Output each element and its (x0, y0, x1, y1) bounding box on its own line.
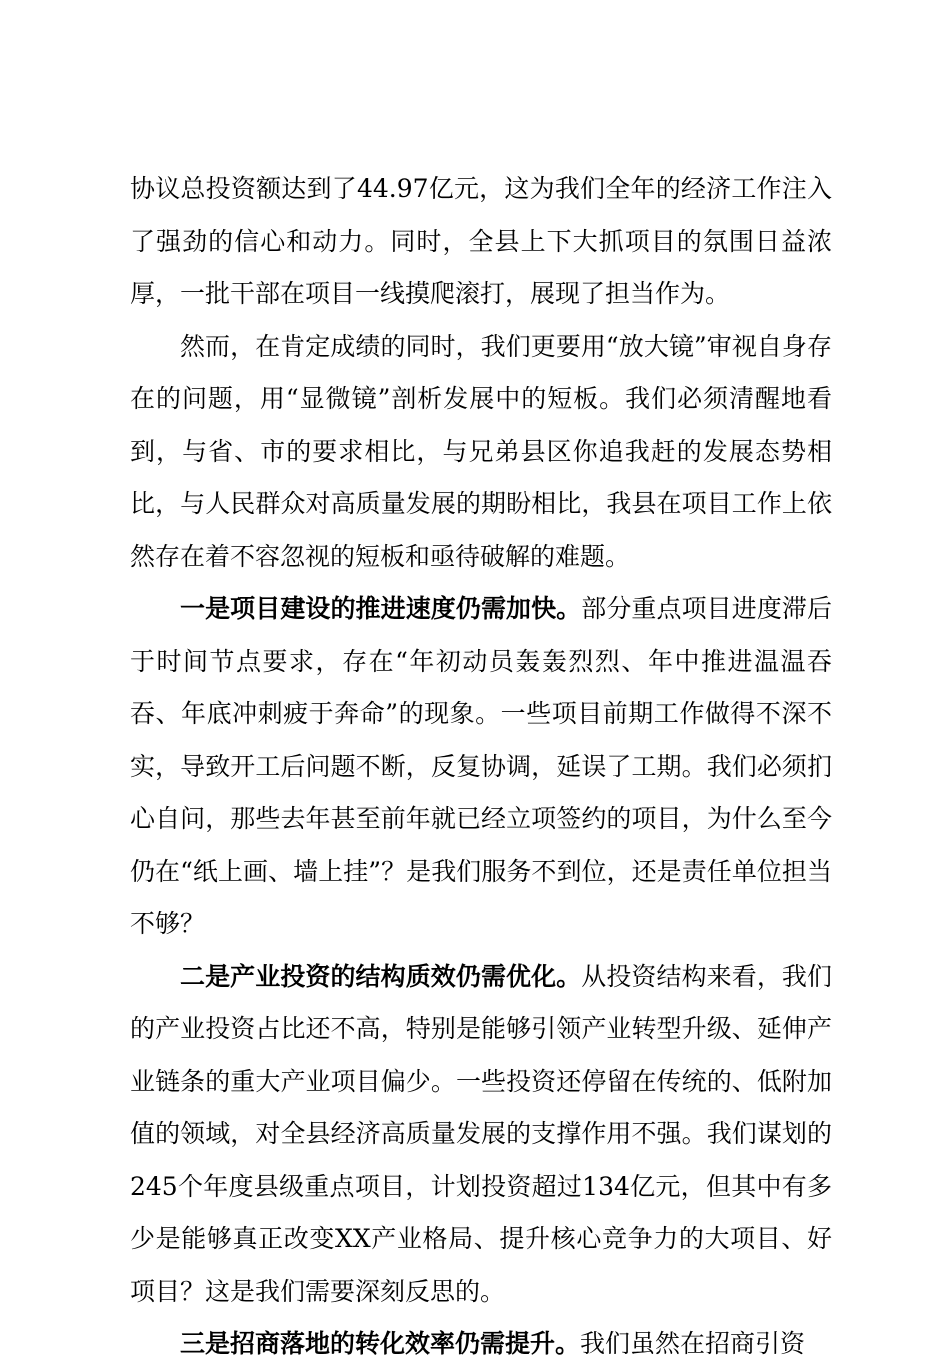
paragraph-heading: 二是产业投资的结构质效仍需优化。 (180, 961, 582, 991)
paragraph-point-one (130, 583, 832, 951)
paragraph-point-two (130, 951, 832, 1319)
paragraph-point-three (130, 1318, 832, 1371)
paragraph-problems-intro (130, 321, 832, 584)
paragraph-text: 协议总投资额达到了44.97亿元，这为我们全年的经济工作注入了强劲的信心和动力。同时，全县上下大抓项目的氛围日益浓厚，一批干部在项目一线摸爬滚打，展现了担当作为。 (130, 174, 832, 308)
paragraph-heading: 三是招商落地的转化效率仍需提升。 (180, 1329, 581, 1358)
paragraph-heading: 一是项目建设的推进速度仍需加快。 (180, 594, 582, 623)
paragraph-text: 部分重点项目进度滞后于时间节点要求，存在“年初动员轰轰烈烈、年中推进温温吞吞、年底冲刺疲于奔命”的现象。一些项目前期工作做得不深不实，导致开工后问题不断，反复协调，延误了工期。我们必须扪心自问，那些去年甚至前年就已经立项签约的项目，为什么至今仍在“纸上画、墙上挂”？是我们服务不到位，还是责任单位担当不够？ (130, 594, 832, 938)
paragraph-continuation (130, 163, 832, 321)
paragraph-text: 然而，在肯定成绩的同时，我们更要用“放大镜”审视自身存在的问题，用“显微镜”剖析发展中的短板。我们必须清醒地看到，与省、市的要求相比，与兄弟县区你追我赶的发展态势相比，与人民群众对高质量发展的期盼相比，我县在项目工作上依然存在着不容忽视的短板和亟待破解的难题。 (130, 331, 832, 571)
document-body (130, 163, 832, 1371)
paragraph-text: 我们虽然在招商引资 (580, 1329, 806, 1358)
paragraph-text: 从投资结构来看，我们的产业投资占比还不高，特别是能够引领产业转型升级、延伸产业链条的重大产业项目偏少。一些投资还停留在传统的、低附加值的领域，对全县经济高质量发展的支撑作用不强。我们谋划的245个年度县级重点项目，计划投资超过134亿元，但其中有多少是能够真正改变XX产业格局、提升核心竞争力的大项目、好项目？这是我们需要深刻反思的。 (130, 961, 832, 1306)
